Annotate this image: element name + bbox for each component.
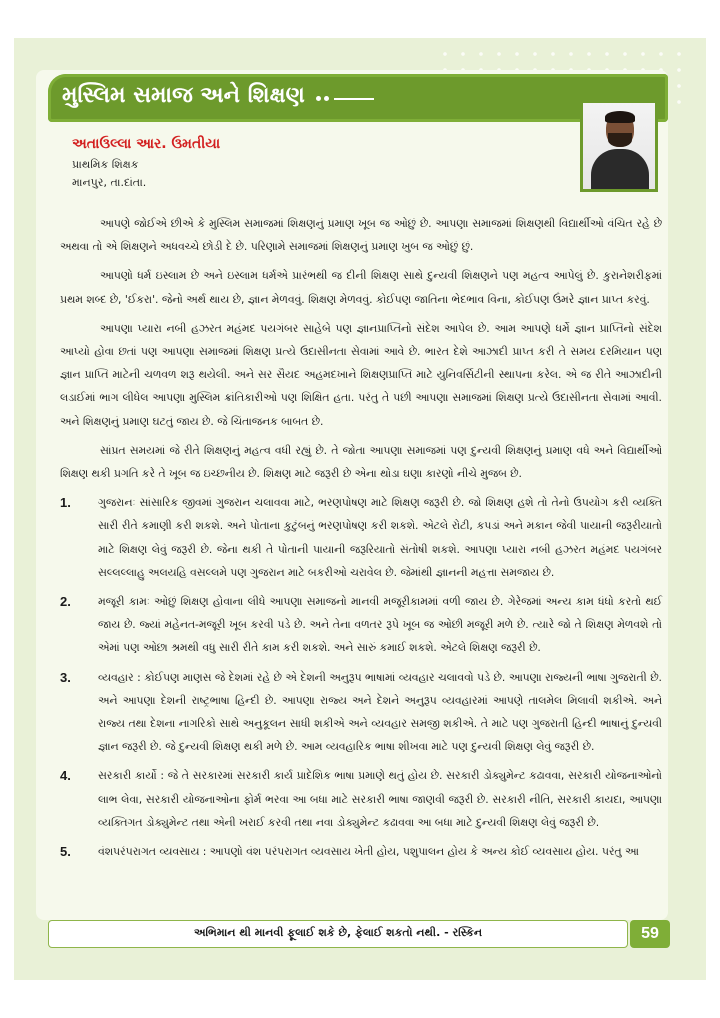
paragraph: આપણા પ્યારા નબી હઝરત મહંમદ પયગંબર સાહેબે પણ જ્ઞાનપ્રાપ્તિનો સંદેશ આપેલ છે. આમ આપણે ધર્મે જ્ઞાન પ્રાપ્તિનો સંદેશ આપ્યો હોવા છતાં પણ આપણા સમાજમાં શિક્ષણ પ્રત્યે ઉદાસીનતા સેવામાં આવે છે. ભારત દેશે આઝાદી પ્રાપ્ત કરી તે સમય દરમિયાન પણ જ્ઞાન પ્રાપ્તિ માટેની ચળવળ શરૂ થયેલી. અને સર સૈયદ અહમદખાને શિક્ષણપ્રાપ્તિ માટે યુનિવર્સિટીની સ્થાપના કરેલ. એ જ રીતે આઝાદીની લડાઈમાં ભાગ લીધેલ આપણા મુસ્લિમ ક્રાંતિકારીઓ પણ શિક્ષિત હતા. પરંતુ તે પછી આપણા સમાજમાં શિક્ષણ પ્રત્યે ઉદાસીનતા સેવામાં આવી. અને શિક્ષણનું પ્રમાણ ઘટતું જાય છે. જે ચિંતાજનક બાબત છે.: [60, 321, 662, 428]
author-photo: [580, 100, 658, 192]
list-item-text: વ્યવહાર : કોઈપણ માણસ જે દેશમાં રહે છે એ દેશની અનુરૂપ ભાષામાં વ્યવહાર ચલાવવો પડે છે. આપણા રાજ્યની ભાષા ગુજરાતી છે. અને આપણા દેશની રાષ્ટ્રભાષા હિન્દી છે. આપણા રાજ્ય અને દેશને અનુરૂપ વ્યવહારમાં આપણે તાલમેલ મિલાવી શકીએ. અને રાજ્ય તથા દેશના નાગરિકો સાથે અનુકૂલન સાધી શકીએ અને વ્યવહાર સમજી શકીએ. તે માટે પણ ગુજરાતી હિન્દી ભાષાનું દુન્યવી જ્ઞાન જરૂરી છે. જે દુન્યવી શિક્ષણ થકી મળે છે. આમ વ્યવહારિક ભાષા શીખવા માટે પણ દુન્યવી શિક્ષણ લેવું જરૂરી છે.: [98, 670, 662, 754]
list-item: [60, 840, 662, 863]
list-item: [60, 590, 662, 660]
list-item: [60, 666, 662, 759]
banner-ornament-icon: [316, 94, 376, 104]
author-place: માનપુર, તા.દાંતા.: [72, 176, 147, 189]
list-item-number: 3.: [60, 669, 71, 685]
paragraph: આપણો ધર્મ ઇસ્લામ છે અને ઇસ્લામ ધર્મએ પ્રારંભથી જ દીની શિક્ષણ સાથે દુન્યવી શિક્ષણને પણ મહત્વ આપેલું છે. કુરાનેશરીફમાં પ્રથમ શબ્દ છે, 'ઈકરા'. જેનો અર્થ થાય છે, જ્ઞાન મેળવવું. શિક્ષણ મેળવવું. કોઈપણ જાતિના ભેદભાવ વિના, કોઈપણ ઉંમરે જ્ઞાન પ્રાપ્ત કરવું.: [60, 269, 662, 306]
paragraph: સાંપ્રત સમયમાં જે રીતે શિક્ષણનું મહત્વ વધી રહ્યું છે. તે જોતા આપણા સમાજમાં પણ દુન્યવી શિક્ષણનું પ્રમાણ વધે અને વિદ્યાર્થીઓ શિક્ષણ થકી પ્રગતિ કરે તે ખૂબ જ ઇચ્છનીય છે. શિક્ષણ માટે જરૂરી છે એના થોડા ઘણા કારણો નીચે મુજબ છે.: [60, 443, 662, 481]
footer-quote: અભિમાન થી માનવી ફૂલાઈ શકે છે, ફેલાઈ શકતો નથી. - રસ્કિન: [193, 926, 483, 939]
article-title: મુસ્લિમ સમાજ અને શિક્ષણ: [62, 83, 305, 108]
page-number: 59: [630, 920, 670, 948]
author-role: પ્રાથમિક શિક્ષક: [72, 158, 139, 171]
list-item-text: ગુજરાનઃ સાંસારિક જીવમાં ગુજરાન ચલાવવા માટે, ભરણપોષણ માટે શિક્ષણ જરૂરી છે. જો શિક્ષણ હશે તો તેનો ઉપયોગ કરી વ્યક્તિ સારી રીતે કમાણી કરી શકશે. અને પોતાના કુટુંબનું ભરણપોષણ કરી શકશે. એટલે રોટી, કપડાં અને મકાન જેવી પાયાની જરૂરીયાતો માટે શિક્ષણ લેવું જરૂરી છે. જેના થકી તે પોતાની પાયાની જરૂરિયાતો સંતોષી શકશે. આપણા પ્યારા નબી હઝરત મહંમદ પયગંબર સલ્લલ્લાહુ અલયહિ વસલ્લમે પણ ગુજરાન માટે બકરીઓ ચરાવેલ છે. જેમાંથી જ્ઞાનની મહત્તા સમજાય છે.: [98, 496, 662, 579]
article-body: [60, 212, 662, 869]
list-item-text: વંશપરંપરાગત વ્યવસાય : આપણો વંશ પરંપરાગત વ્યવસાય ખેતી હોય, પશુપાલન હોય કે અન્ય કોઈ વ્યવસાય હોય. પરંતુ આ: [98, 845, 639, 859]
list-item: [60, 764, 662, 834]
list-item-text: મજૂરી કામઃ ઓછું શિક્ષણ હોવાના લીધે આપણા સમાજનો માનવી મજૂરીકામમાં વળી જાય છે. ગેરેજમાં અન્ય કામ ધંધો કરતો થઈ જાય છે. જ્યાં મહેનત-મજૂરી ખૂબ કરવી પડે છે. અને તેના વળતર રૂપે ખૂબ જ ઓછી મજૂરી મળે છે. ત્યારે જો તે શિક્ષણ મેળવશે તો એમાં પણ ઓછા શ્રમથી વધુ સારી રીતે કામ કરી શકશે. અને સારું કમાઈ શકશે. એટલે શિક્ષણ જરૂરી છે.: [98, 595, 662, 655]
list-item-number: 2.: [60, 594, 71, 610]
author-name: અતાઉલ્લા આર. ઉમતીયા: [72, 136, 221, 152]
list-item-text: સરકારી કાર્યો : જે તે સરકારમાં સરકારી કાર્ય પ્રાદેશિક ભાષા પ્રમાણે થતું હોય છે. સરકારી ડોક્યુમેન્ટ કઢાવવા, સરકારી યોજનાઓનો લાભ લેવા, સરકારી યોજનાઓના ફોર્મ ભરવા આ બધા માટે સરકારી ભાષા જાણવી જરૂરી છે. સરકારી નીતિ, સરકારી કાયદા, આપણા વ્યક્તિગત ડોક્યુમેન્ટ તથા એની ખરાઈ કરવી તથા નવા ડોક્યુમેન્ટ કઢાવવા આ બધા માટે દુન્યવી શિક્ષણ લેવું જરૂરી છે.: [98, 769, 662, 829]
list-item-number: 4.: [60, 768, 71, 784]
paragraph: આપણે જોઈએ છીએ કે મુસ્લિમ સમાજમાં શિક્ષણનું પ્રમાણ ખૂબ જ ઓછું છે. આપણા સમાજમાં શિક્ષણથી વિદ્યાર્થીઓ વંચિત રહે છે અથવા તો એ શિક્ષણને અધવચ્ચે છોડી દે છે. પરિણામે સમાજમાં શિક્ષણનું પ્રમાણ ખુબ જ ઓછું છું.: [60, 217, 662, 254]
list-item: [60, 491, 662, 584]
list-item-number: 5.: [60, 844, 71, 860]
title-banner: [48, 74, 668, 122]
list-item-number: 1.: [60, 495, 71, 511]
footer-quote-box: [48, 920, 628, 948]
